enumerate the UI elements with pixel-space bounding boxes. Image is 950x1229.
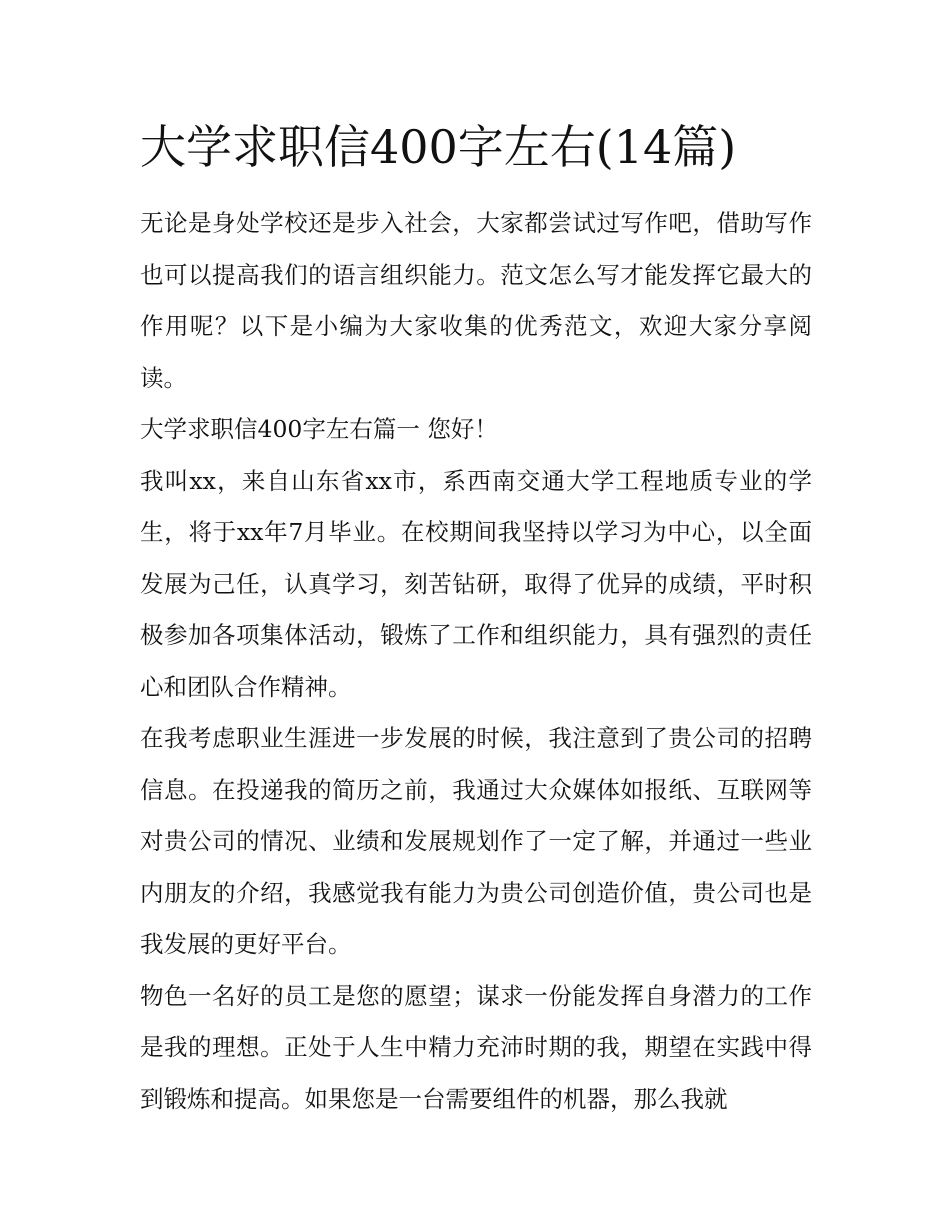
self-introduction-paragraph: 我叫xx，来自山东省xx市，系西南交通大学工程地质专业的学生，将于xx年7月毕业。在校期间我坚持以学习为中心，以全面发展为己任，认真学习，刻苦钻研，取得了优异的成绩，平时积极参加各项集体活动，锻炼了工作和组织能力，具有强烈的责任心和团队合作精神。 [140,466,812,701]
document-title: 大学求职信400字左右(14篇) [140,120,737,174]
company-interest-paragraph: 在我考虑职业生涯进一步发展的时候，我注意到了贵公司的招聘信息。在投递我的简历之前，我通过大众媒体如报纸、互联网等对贵公司的情况、业绩和发展规划作了一定了解，并通过一些业内朋友的介绍，我感觉我有能力为贵公司创造价值，贵公司也是我发展的更好平台。 [140,724,812,958]
letter-heading-paragraph: 大学求职信400字左右篇一 您好！ [140,415,498,443]
intro-paragraph: 无论是身处学校还是步入社会，大家都尝试过写作吧，借助写作也可以提高我们的语言组织能力。范文怎么写才能发挥它最大的作用呢？以下是小编为大家收集的优秀范文，欢迎大家分享阅读。 [140,209,812,392]
aspiration-paragraph: 物色一名好的员工是您的愿望；谋求一份能发挥自身潜力的工作是我的理想。正处于人生中精力充沛时期的我，期望在实践中得到锻炼和提高。如果您是一台需要组件的机器，那么我就 [140,981,812,1113]
document-body [140,198,812,1125]
